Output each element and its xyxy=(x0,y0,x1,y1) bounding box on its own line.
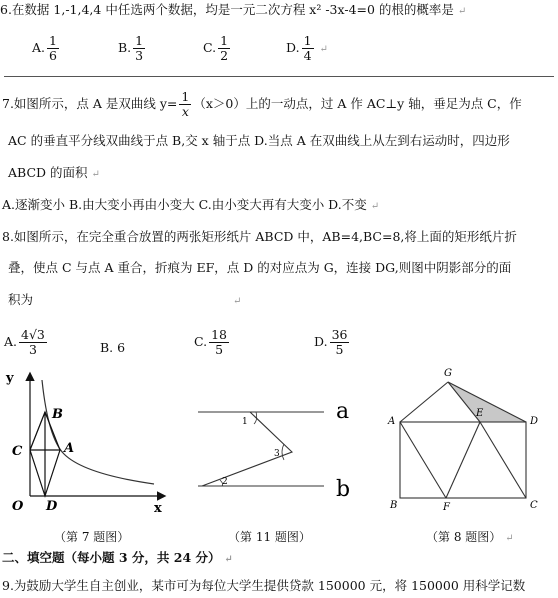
label-b: B xyxy=(390,500,398,511)
q8-option-b: B. 6 xyxy=(100,340,126,355)
caption-fig7: （第 7 题图） xyxy=(54,530,130,544)
crease-ef xyxy=(446,422,480,498)
label-c: C xyxy=(530,500,538,511)
label-x: x xyxy=(154,501,162,516)
label-b: B xyxy=(52,407,63,422)
q6-option-c: C. $\frac{1}{2}$ xyxy=(203,33,229,63)
label-a-line: a xyxy=(336,399,350,424)
figure-7 xyxy=(4,368,174,518)
q8-option-d: D. $\frac{36}{5}$ xyxy=(314,327,348,357)
q6-option-b: B. $\frac{1}{3}$ xyxy=(118,33,144,63)
q6-option-a: A. $\frac{1}{6}$ xyxy=(32,33,57,63)
q9-stem: 9.为鼓励大学生自主创业，某市可为每位大学生提供贷款 150000 元，将 150000 用科学记数 xyxy=(2,578,526,593)
label-d: D xyxy=(46,499,58,514)
label-c: C xyxy=(12,444,23,459)
label-d: D xyxy=(530,416,539,427)
q8-stem-line2: 叠，使点 C 与点 A 重合，折痕为 EF，点 D 的对应点为 G，连接 DG,则图中阴影部分的面 xyxy=(8,260,512,275)
q8-stem-line3: 积为 ↵ xyxy=(8,292,242,307)
label-o: O xyxy=(12,499,24,514)
q7-options: A.逐渐变小 B.由大变小再由小变大 C.由小变大再有大变小 D.不变 ↵ xyxy=(2,197,380,212)
separator-rule xyxy=(4,76,554,77)
hyperbola-curve xyxy=(42,380,154,484)
label-y: y xyxy=(6,371,14,386)
figure-8 xyxy=(380,364,556,514)
label-f: F xyxy=(443,502,450,513)
caption-fig11: （第 11 题图） xyxy=(228,530,311,544)
label-e: E xyxy=(476,408,484,419)
caption-fig8: （第 8 题图） ↵ xyxy=(426,530,514,544)
q7-stem-line3: ABCD 的面积 ↵ xyxy=(8,165,100,180)
q8-option-a: A. $\frac{4√3}{3}$ xyxy=(4,327,45,357)
angle-1: 1 xyxy=(242,417,248,427)
q8-option-c: C. $\frac{18}{5}$ xyxy=(194,327,227,357)
q8-stem-line1: 8.如图所示，在完全重合放置的两张矩形纸片 ABCD 中，AB=4,BC=8,将上面的矩形纸片折 xyxy=(2,229,517,244)
q7-stem-line2: AC 的垂直平分线双曲线于点 B,交 x 轴于点 D.当点 A 在双曲线上从左到右运动时，四边形 xyxy=(8,133,510,148)
label-g: G xyxy=(444,368,452,379)
angle-3: 3 xyxy=(274,449,280,459)
q7-stem-line1: 7.如图所示，点 A 是双曲线 y= $\frac{1}{x}$ （x＞0）上的一动点，过 A 作 AC⊥y 轴，垂足为点 C，作 xyxy=(2,89,522,119)
angle-2: 2 xyxy=(222,477,228,487)
q6-option-d: D. $\frac{1}{4}$ ↵ xyxy=(286,33,328,63)
label-b-line: b xyxy=(336,477,351,502)
section-2-heading: 二、填空题（每小题 3 分，共 24 分） ↵ xyxy=(2,550,233,565)
figure-11 xyxy=(196,386,366,506)
q6-stem: 6.在数据 1,-1,4,4 中任选两个数据，均是一元二次方程 x² -3x-4=0 的根的概率是 ↵ xyxy=(0,2,467,17)
label-a: A xyxy=(388,416,396,427)
label-a: A xyxy=(64,441,75,456)
